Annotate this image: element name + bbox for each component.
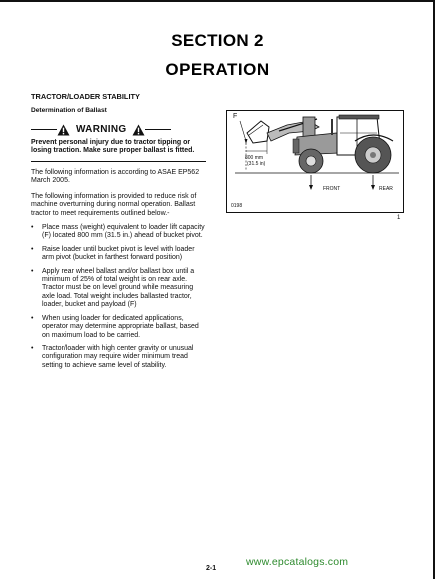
top-rule: [0, 0, 435, 2]
list-item-text: Place mass (weight) equivalent to loader lift capacity (F) located 800 mm (31.5 in.) ahead of bucket pivot.: [42, 224, 205, 240]
figure-label-rear: REAR: [379, 186, 393, 192]
topic-subheading: Determination of Ballast: [31, 107, 107, 115]
figure-dimension-in: (31.5 in): [247, 161, 266, 167]
warning-divider: [31, 161, 206, 162]
figure-number: 1: [397, 215, 401, 221]
figure-dimension-mm: 800 mm: [245, 155, 264, 161]
page-number: 2-1: [206, 565, 217, 572]
paragraph-standard: The following information is according to ASAE EP562 March 2005.: [31, 169, 200, 185]
tractor-loader-figure: [226, 110, 404, 213]
list-item: • Raise loader until bucket pivot is level with loader arm pivot (bucket in farthest forward position): [31, 245, 195, 262]
figure-label-f: F: [233, 113, 238, 120]
warning-label: WARNING: [76, 123, 127, 135]
warning-text: Prevent personal injury due to tractor tipping or losing traction. Make sure proper ballast is fitted.: [31, 138, 195, 155]
paragraph-intro: The following information is provided to reduce risk of machine overturning during normal operation. Ballast tractor to meet requirements outlined below.-: [31, 192, 197, 217]
ballast-requirements-list: [31, 224, 206, 370]
warning-banner: [31, 123, 206, 137]
topic-heading: TRACTOR/LOADER STABILITY: [31, 92, 140, 101]
figure-code: 0198: [231, 203, 243, 209]
watermark: www.epcatalogs.com: [246, 556, 349, 568]
warning-triangle-icon: [132, 124, 145, 136]
list-item: • Place mass (weight) equivalent to loader lift capacity (F) located 800 mm (31.5 in.) ahead of bucket pivot.: [31, 224, 205, 240]
list-item: • Tractor/loader with high center gravity or unusual configuration may require wider minimum tread setting to achieve same level of stability.: [31, 344, 194, 369]
figure-label-front: FRONT: [323, 186, 341, 192]
list-item-text: Tractor/loader with high center gravity or unusual configuration may require wider minimum tread setting to achieve same level of stability.: [42, 344, 194, 369]
section-title: OPERATION: [165, 60, 270, 79]
warning-rule-right: [145, 129, 171, 130]
list-item-text: Apply rear wheel ballast and/or ballast box until a minimum of 25% of total weight is on rear axle. Tractor must be on level ground while measuring axle load. Total weight includes ballasted tractor, loader, bucket and payload (F): [42, 267, 195, 309]
text-column: [31, 93, 206, 375]
list-item-text: Raise loader until bucket pivot is level with loader arm pivot (bucket in farthest forward position): [42, 245, 195, 262]
list-item-text: When using loader for dedicated applications, operator may determine appropriate ballast, based on maximum load to be carried.: [42, 314, 199, 339]
list-item: • When using loader for dedicated applications, operator may determine appropriate ballast, based on maximum load to be carried.: [31, 314, 199, 339]
warning-triangle-icon: [57, 124, 70, 136]
warning-rule-left: [31, 129, 57, 130]
list-item: • Apply rear wheel ballast and/or ballast box until a minimum of 25% of total weight is on rear axle. Tractor must be on level ground while measuring axle load. Total weight includes ballasted tractor, loader, bucket and payload (F): [31, 267, 195, 309]
section-number: SECTION 2: [171, 31, 264, 50]
